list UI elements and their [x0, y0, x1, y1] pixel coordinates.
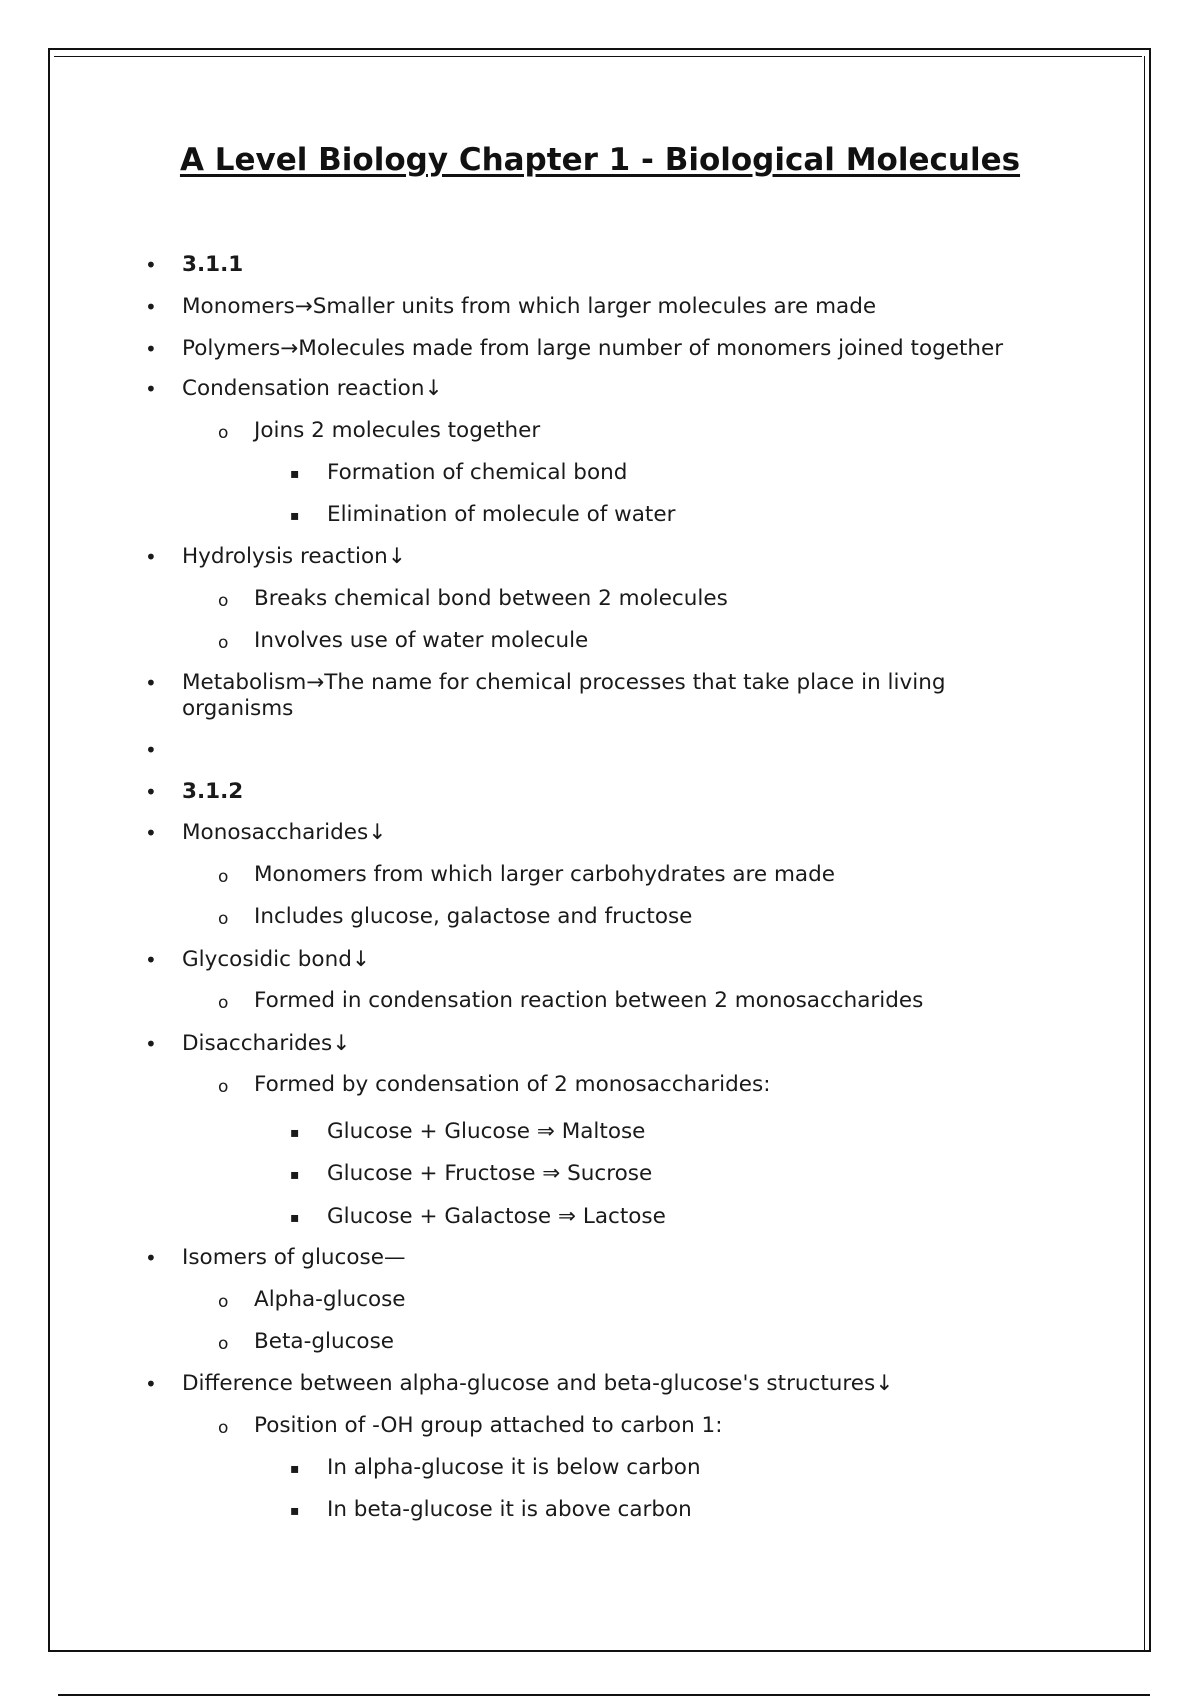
note-item: Monosaccharides↓: [182, 820, 387, 845]
level-3-bullet: ▪: [290, 1167, 300, 1183]
level-2-bullet: o: [218, 1077, 229, 1097]
note-item: Difference between alpha-glucose and beta-glucose's structures↓: [182, 1371, 894, 1396]
note-item: Includes glucose, galactose and fructose: [254, 904, 693, 929]
level-1-bullet: •: [145, 948, 157, 972]
level-3-bullet: ▪: [290, 1461, 300, 1477]
level-1-bullet: •: [145, 780, 157, 804]
level-2-bullet: o: [218, 993, 229, 1013]
level-2-bullet: o: [218, 1334, 229, 1354]
level-1-bullet: •: [145, 545, 157, 569]
level-1-bullet: •: [145, 337, 157, 361]
note-item: Glycosidic bond↓: [182, 947, 370, 972]
level-1-bullet: •: [145, 738, 157, 762]
level-2-bullet: o: [218, 1418, 229, 1438]
level-3-bullet: ▪: [290, 466, 300, 482]
note-item: Breaks chemical bond between 2 molecules: [254, 586, 728, 611]
level-1-bullet: •: [145, 1372, 157, 1396]
level-2-bullet: o: [218, 1292, 229, 1312]
note-item: Elimination of molecule of water: [327, 502, 676, 527]
page-border-inner-right: [1144, 56, 1145, 1652]
note-item: Polymers→Molecules made from large number of monomers joined together: [182, 336, 1004, 361]
note-item: Monomers from which larger carbohydrates are made: [254, 862, 835, 887]
level-3-bullet: ▪: [290, 1503, 300, 1519]
bottom-rule: [58, 1694, 1150, 1696]
note-item: Monomers→Smaller units from which larger molecules are made: [182, 294, 877, 319]
note-item: Disaccharides↓: [182, 1031, 351, 1056]
page-border: [48, 48, 1151, 1652]
level-3-bullet: ▪: [290, 508, 300, 524]
note-item: Glucose + Galactose ⇒ Lactose: [327, 1204, 666, 1229]
level-1-bullet: •: [145, 821, 157, 845]
level-2-bullet: o: [218, 423, 229, 443]
section-heading: 3.1.1: [182, 252, 244, 277]
note-item: Hydrolysis reaction↓: [182, 544, 406, 569]
note-item: Formed by condensation of 2 monosaccharides:: [254, 1072, 771, 1097]
note-item: Formation of chemical bond: [327, 460, 628, 485]
page-title: A Level Biology Chapter 1 - Biological Molecules: [179, 142, 1021, 178]
note-item: Glucose + Fructose ⇒ Sucrose: [327, 1161, 653, 1186]
level-1-bullet: •: [145, 1246, 157, 1270]
level-3-bullet: ▪: [290, 1210, 300, 1226]
level-1-bullet: •: [145, 377, 157, 401]
note-item: In beta-glucose it is above carbon: [327, 1497, 692, 1522]
note-item: Alpha-glucose: [254, 1287, 406, 1312]
page-border-inner-top: [54, 56, 1142, 57]
note-item: Beta-glucose: [254, 1329, 394, 1354]
level-2-bullet: o: [218, 909, 229, 929]
level-3-bullet: ▪: [290, 1125, 300, 1141]
note-item: Metabolism→The name for chemical processes that take place in living organisms: [182, 670, 946, 721]
level-1-bullet: •: [145, 295, 157, 319]
level-2-bullet: o: [218, 867, 229, 887]
level-2-bullet: o: [218, 633, 229, 653]
note-item: In alpha-glucose it is below carbon: [327, 1455, 701, 1480]
note-item: Condensation reaction↓: [182, 376, 443, 401]
note-item: Joins 2 molecules together: [254, 418, 541, 443]
note-item: Glucose + Glucose ⇒ Maltose: [327, 1119, 646, 1144]
level-1-bullet: •: [145, 671, 157, 695]
note-item: Isomers of glucose—: [182, 1245, 406, 1270]
section-heading: 3.1.2: [182, 779, 244, 804]
note-item: Formed in condensation reaction between 2 monosaccharides: [254, 988, 924, 1013]
note-item: Position of -OH group attached to carbon 1:: [254, 1413, 723, 1438]
level-1-bullet: •: [145, 253, 157, 277]
level-1-bullet: •: [145, 1032, 157, 1056]
level-2-bullet: o: [218, 591, 229, 611]
note-item: Involves use of water molecule: [254, 628, 589, 653]
